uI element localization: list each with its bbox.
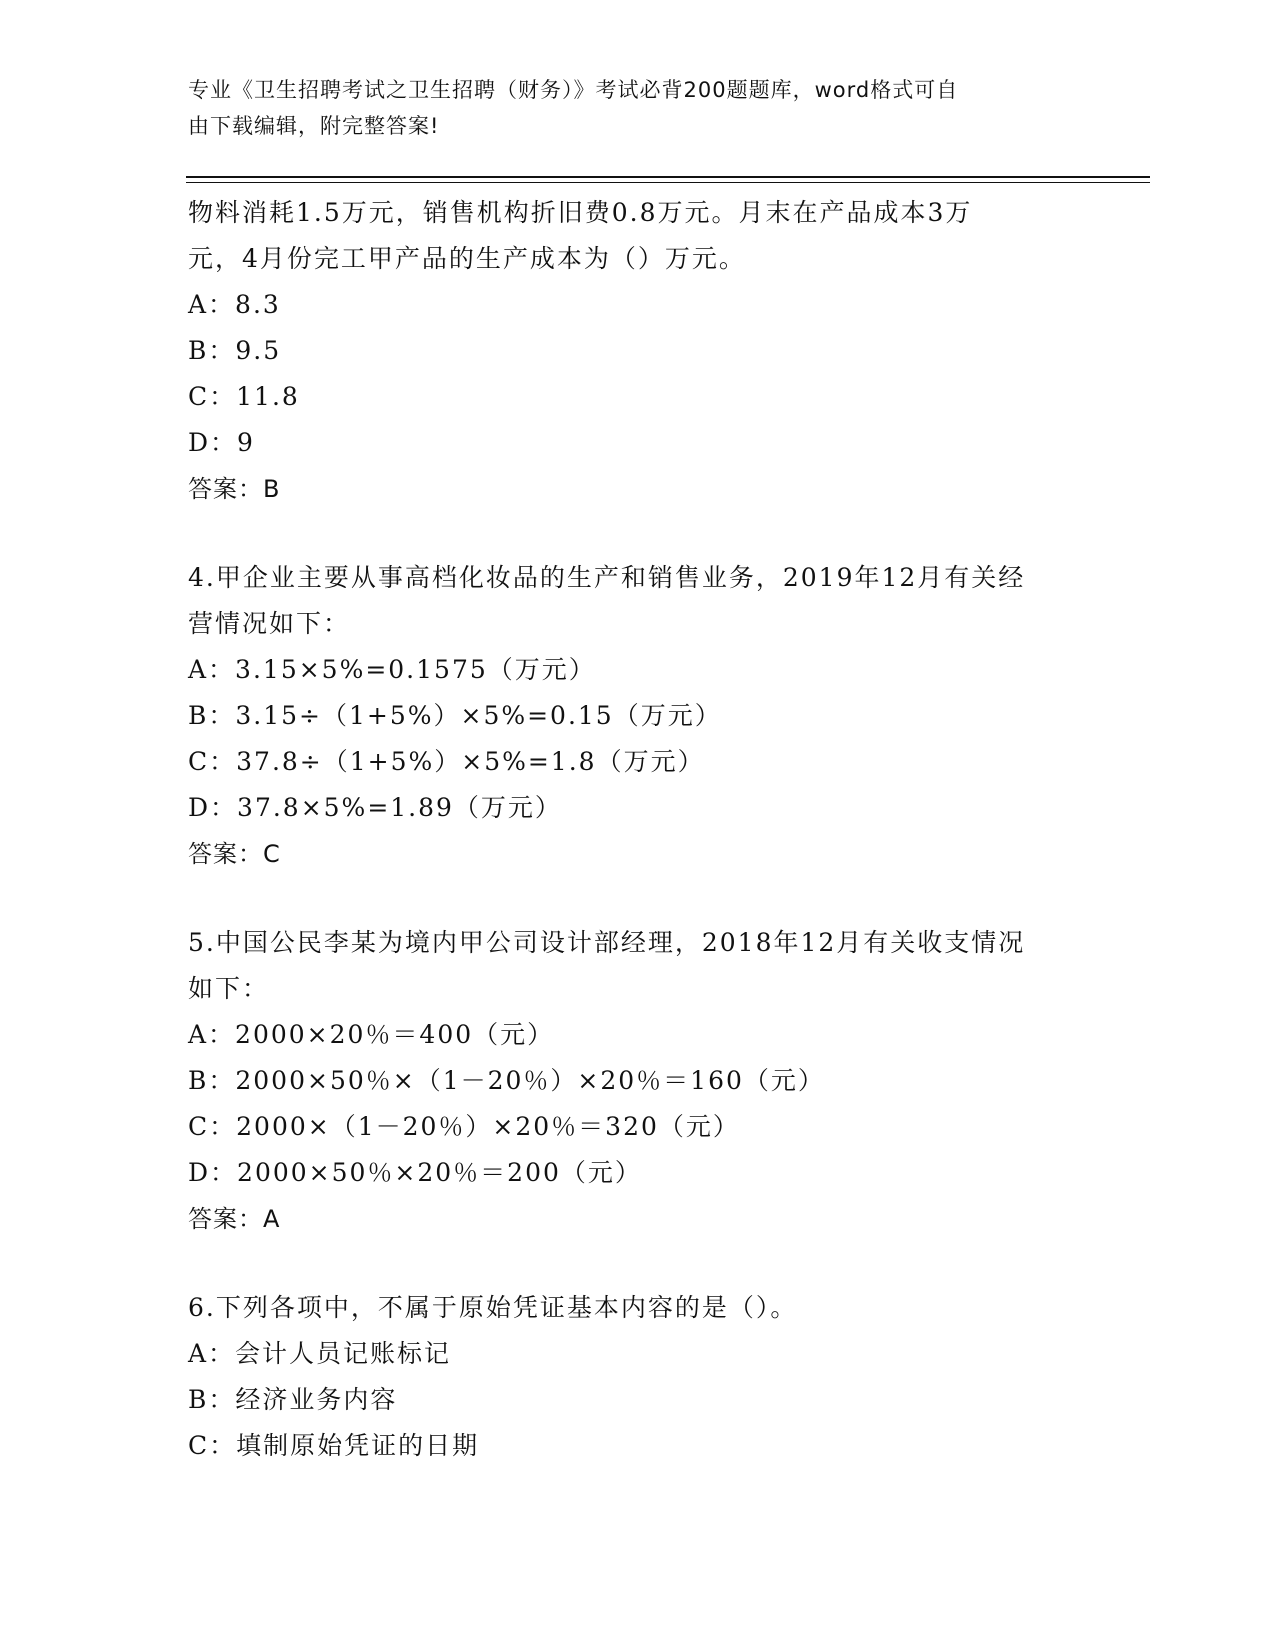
option-d: D：9 — [188, 428, 255, 457]
question-stem-line: 营情况如下： — [188, 609, 351, 638]
question-list — [188, 190, 1088, 1469]
question-stem-line: 物料消耗1.5万元，销售机构折旧费0.8万元。月末在产品成本3万 — [188, 198, 973, 227]
question-spacer — [188, 512, 1088, 555]
option-b: B：经济业务内容 — [188, 1385, 398, 1414]
option-a: A：3.15×5%=0.1575（万元） — [188, 655, 596, 684]
option-b: B：9.5 — [188, 336, 282, 365]
option-a: A：2000×20％＝400（元） — [188, 1020, 555, 1049]
question-spacer — [188, 877, 1088, 920]
header-divider-thin — [186, 182, 1150, 183]
question-stem-line: 如下： — [188, 974, 270, 1003]
option-b: B：3.15÷（1+5%）×5%=0.15（万元） — [188, 701, 722, 730]
question-stem-line: 4.甲企业主要从事高档化妆品的生产和销售业务，2019年12月有关经 — [188, 563, 1026, 592]
question-stem-line: 元，4月份完工甲产品的生产成本为（）万元。 — [188, 244, 746, 273]
question-spacer — [188, 1242, 1088, 1285]
question-3 — [188, 190, 1088, 512]
question-4 — [188, 555, 1088, 877]
option-c: C：2000×（1－20％）×20％＝320（元） — [188, 1112, 740, 1141]
question-5 — [188, 920, 1088, 1242]
option-a: A：会计人员记账标记 — [188, 1339, 452, 1368]
header-line-1: 专业《卫生招聘考试之卫生招聘（财务）》考试必背200题题库，word格式可自 — [188, 78, 959, 102]
option-a: A：8.3 — [188, 290, 281, 319]
answer-line: 答案：B — [188, 475, 281, 503]
option-c: C：填制原始凭证的日期 — [188, 1431, 480, 1460]
option-c: C：11.8 — [188, 382, 300, 411]
header-divider-thick — [186, 176, 1150, 178]
header-line-2: 由下载编辑，附完整答案! — [188, 114, 440, 138]
option-c: C：37.8÷（1+5%）×5%=1.8（万元） — [188, 747, 705, 776]
document-header — [188, 72, 1068, 144]
answer-line: 答案：A — [188, 1205, 281, 1233]
question-6 — [188, 1285, 1088, 1469]
option-d: D：2000×50％×20％＝200（元） — [188, 1158, 642, 1187]
question-stem-line: 6.下列各项中，不属于原始凭证基本内容的是（）。 — [188, 1293, 798, 1322]
answer-line: 答案：C — [188, 840, 281, 868]
question-stem-line: 5.中国公民李某为境内甲公司设计部经理，2018年12月有关收支情况 — [188, 928, 1026, 957]
option-b: B：2000×50％×（1－20％）×20％＝160（元） — [188, 1066, 825, 1095]
option-d: D：37.8×5%=1.89（万元） — [188, 793, 562, 822]
